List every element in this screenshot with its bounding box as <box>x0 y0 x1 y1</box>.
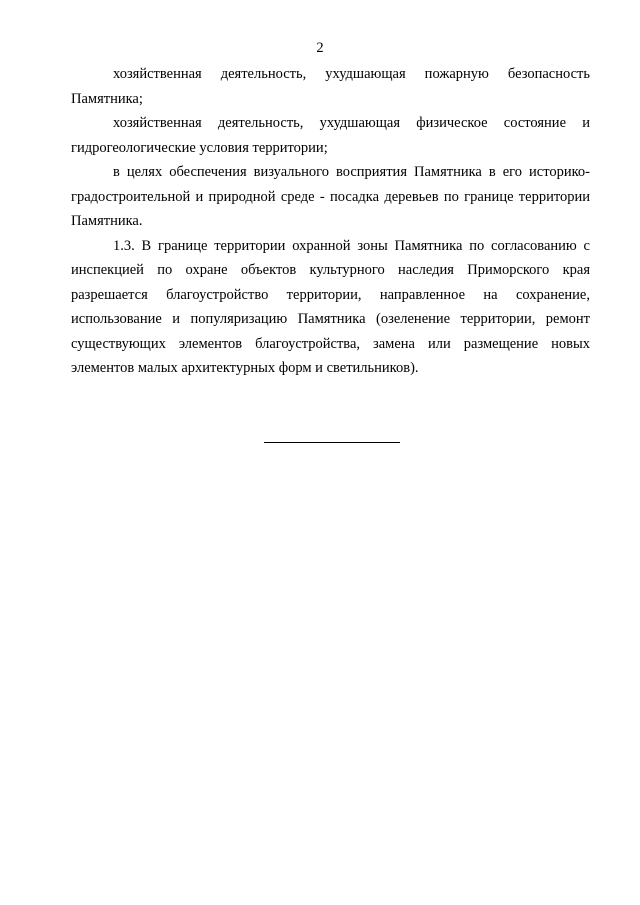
paragraph-hydrogeology: хозяйственная деятельность, ухудшающая физическое состояние и гидрогеологические условия территории; <box>71 115 590 156</box>
paragraph-fire-safety: хозяйственная деятельность, ухудшающая пожарную безопасность Памятника; <box>71 66 590 107</box>
paragraph-tree-planting: в целях обеспечения визуального восприятия Памятника в его историко-градостроительной и природной среде - посадка деревьев по границе территории Памятника. <box>71 164 590 229</box>
document-body <box>71 62 590 381</box>
paragraph-section-1-3: 1.3. В границе территории охранной зоны Памятника по согласованию с инспекцией по охране объектов культурного наследия Приморского края разрешается благоустройство территории, направленное на сохранение, использование и популяризацию Памятника (озеленение территории, ремонт существующих элементов благоустройства, замена или размещение новых элементов малых архитектурных форм и светильников). <box>71 237 590 376</box>
page-number: 2 <box>316 40 324 56</box>
end-of-text-rule <box>264 442 400 443</box>
